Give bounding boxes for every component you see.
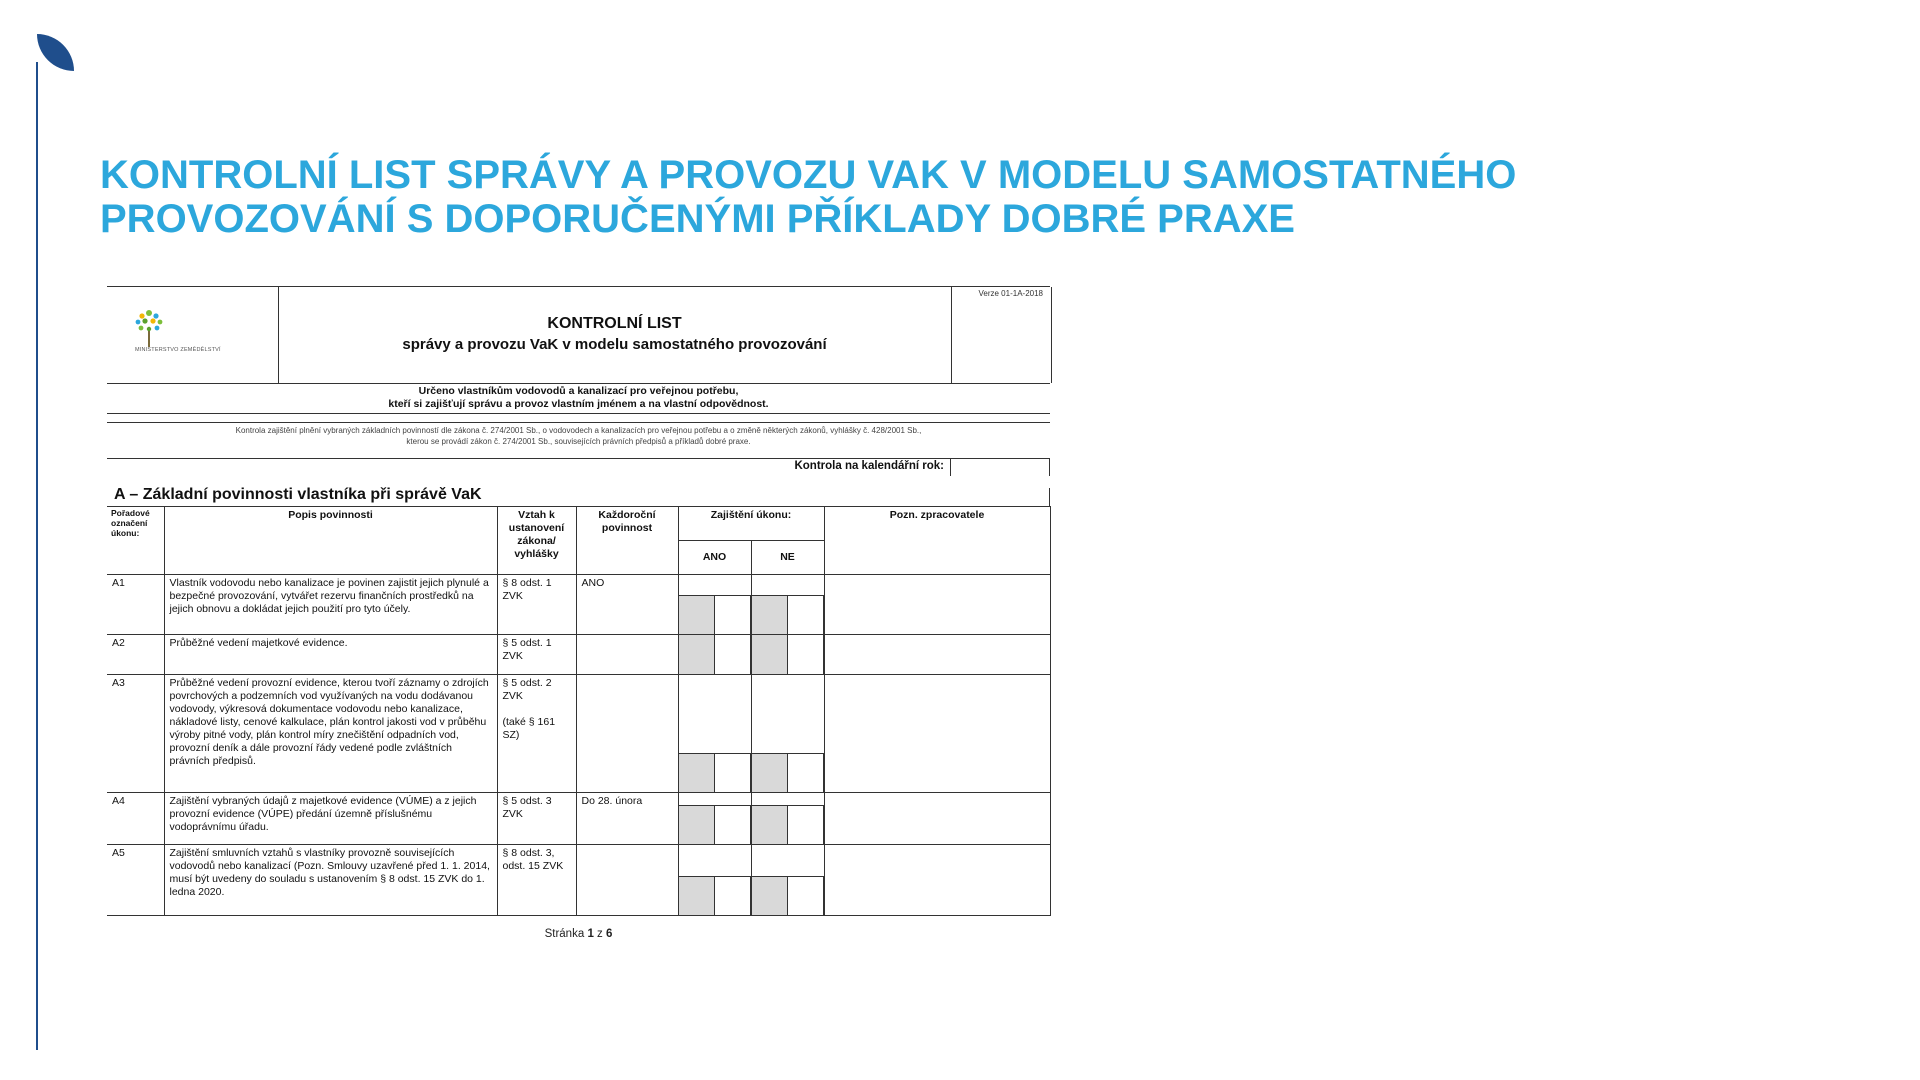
section-rule [1049,488,1050,506]
page-prefix: Stránka [544,928,585,940]
intended-line-1: Určeno vlastníkům vodovodů a kanalizací pro veřejnou potřebu, [418,385,739,397]
row-notes[interactable] [824,635,1050,675]
page-total: 6 [606,928,613,940]
header-code: Pořadové označení úkonu: [107,507,164,575]
row-code: A4 [107,793,164,845]
row-annual [576,675,678,793]
checklist-document [107,286,1050,956]
row-relation: § 5 odst. 2 ZVK [502,677,552,702]
row-annual: ANO [576,575,678,635]
version-label: Verze 01-1A-2018 [978,289,1043,298]
row-no-cell[interactable] [751,575,824,635]
document-title-block [278,287,951,383]
intended-for-note [107,382,1050,414]
header-ensure: Zajištění úkonu: [678,507,824,541]
table-row [107,675,1050,793]
row-annual [576,845,678,916]
header-description: Popis povinnosti [164,507,497,575]
page-number [107,928,1050,940]
row-annual [576,635,678,675]
note-line-2: kterou se provádí zákon č. 274/2001 Sb., souvisejících právních předpisů a příkladů dobré praxe. [406,437,751,446]
row-description: Průběžné vedení provozní evidence, kterou tvoří záznamy o zdrojích povrchových a podzemních vod využívaných na vodu dodávanou vodovody, výkresová dokumentace vodovodu nebo kanalizace, nákladové listy, cenové kalkulace, plán kontrol jakosti vod v průběhu výroby pitné vody, plán kontrol míry znečištění odpadních vod, provozní deník a dále provozní řády vedené podle zvláštních právních předpisů. [164,675,497,793]
logo-text: MINISTERSTVO ZEMĚDĚLSTVÍ [135,347,221,353]
row-notes[interactable] [824,675,1050,793]
table-row [107,793,1050,845]
row-code: A5 [107,845,164,916]
row-notes[interactable] [824,793,1050,845]
calendar-year-label: Kontrola na kalendářní rok: [794,460,944,472]
row-relation: § 8 odst. 3, odst. 15 ZVK [497,845,576,916]
document-title: KONTROLNÍ LIST [547,315,682,332]
page-current: 1 [587,928,594,940]
section-title: A – Základní povinnosti vlastníka při správě VaK [114,486,482,503]
header-yes: ANO [678,541,751,575]
slide-title [100,153,1800,241]
ministry-logo [107,287,279,383]
header-notes: Pozn. zpracovatele [824,507,1050,575]
row-notes[interactable] [824,845,1050,916]
brand-vertical-line [36,62,38,1050]
row-description: Průběžné vedení majetkové evidence. [164,635,497,675]
row-yes-cell[interactable] [678,793,751,845]
intended-line-2: kteří si zajišťují správu a provoz vlastním jménem a na vlastní odpovědnost. [388,398,769,410]
row-yes-cell[interactable] [678,845,751,916]
row-annual: Do 28. února [576,793,678,845]
row-description: Zajištění vybraných údajů z majetkové evidence (VÚME) a z jejich provozní evidence (VÚPE) předání územně příslušnému vodoprávnímu úřadu. [164,793,497,845]
row-description: Vlastník vodovodu nebo kanalizace je povinen zajistit jejich plynulé a bezpečné provozování, vytvářet rezervu finančních prostředků na jejich obnovu a dokládat jejich použití pro tyto účely. [164,575,497,635]
note-line-1: Kontrola zajištění plnění vybraných základních povinností dle zákona č. 274/2001 Sb., o vodovodech a kanalizacích pro veřejnou potřebu a o změně některých zákonů, vyhlášky č. 428/2001 Sb., [235,426,922,435]
row-relation: § 5 odst. 1 ZVK [497,635,576,675]
row-no-cell[interactable] [751,845,824,916]
header-relation: Vztah k ustanovení zákona/ vyhlášky [497,507,576,575]
calendar-year-field[interactable] [950,459,1050,476]
row-yes-cell[interactable] [678,675,751,793]
obligations-table [107,506,1051,916]
row-relation-extra: (také § 161 SZ) [502,716,556,741]
table-row [107,575,1050,635]
row-yes-cell[interactable] [678,575,751,635]
row-code: A2 [107,635,164,675]
version-cell [951,287,1052,383]
row-notes[interactable] [824,575,1050,635]
leaf-logo-icon [37,34,74,71]
legal-basis-note [107,422,1050,446]
row-no-cell[interactable] [751,675,824,793]
row-no-cell[interactable] [751,793,824,845]
document-header [107,286,1050,384]
row-relation: § 5 odst. 3 ZVK [497,793,576,845]
page-sep: z [597,928,603,940]
slide-title-line-2: PROVOZOVÁNÍ S DOPORUČENÝMI PŘÍKLADY DOBRÉ PRAXE [100,197,1295,241]
row-yes-cell[interactable] [678,635,751,675]
table-row [107,845,1050,916]
header-annual: Každoroční povinnost [576,507,678,575]
row-code: A3 [107,675,164,793]
row-no-cell[interactable] [751,635,824,675]
row-relation: § 8 odst. 1 ZVK [497,575,576,635]
calendar-year-row [107,458,1050,476]
document-subtitle: správy a provozu VaK v modelu samostatného provozování [402,336,827,353]
row-code: A1 [107,575,164,635]
slide-title-line-1: KONTROLNÍ LIST SPRÁVY A PROVOZU VAK V MODELU SAMOSTATNÉHO [100,153,1517,197]
header-no: NE [751,541,824,575]
tree-icon [131,305,167,349]
row-relation-cell [497,675,576,793]
row-description: Zajištění smluvních vztahů s vlastníky provozně souvisejících vodovodů nebo kanalizací (Pozn. Smlouvy uzavřené před 1. 1. 2014, musí být uvedeny do souladu s ustanovením § 8 odst. 15 ZVK do 1. ledna 2020. [164,845,497,916]
table-row [107,635,1050,675]
